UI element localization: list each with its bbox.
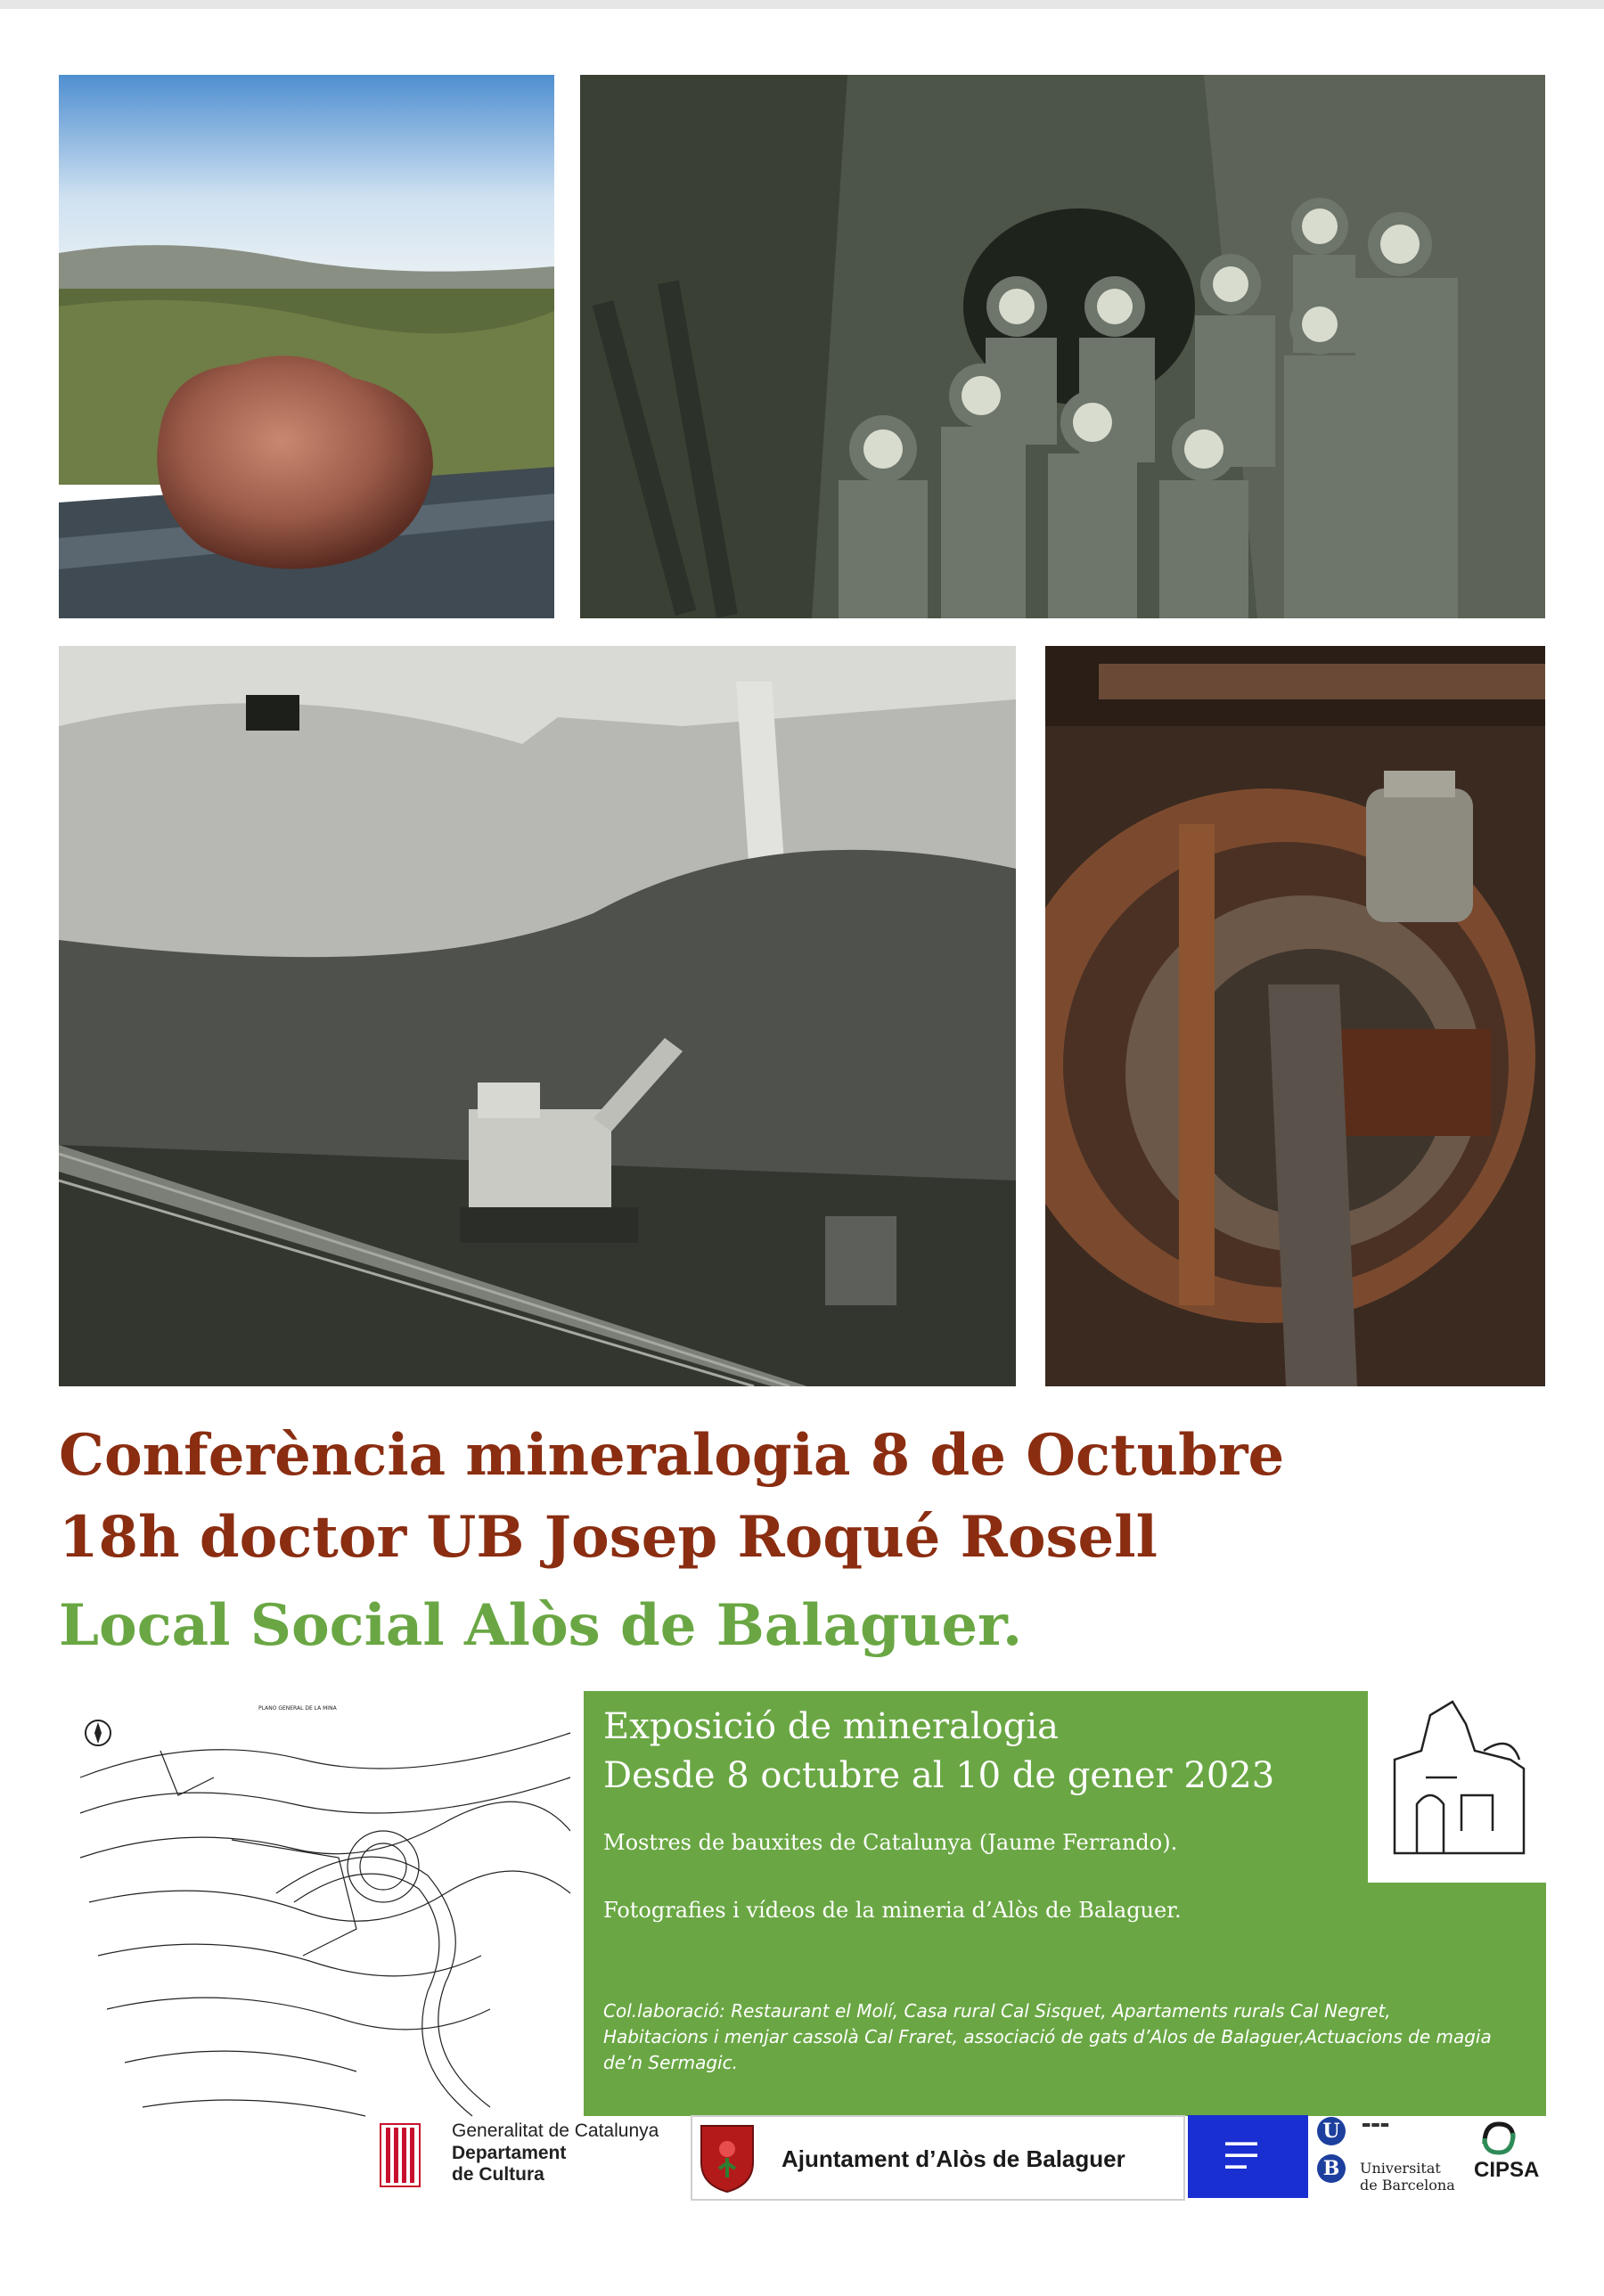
generalitat-emblem-icon	[379, 2119, 421, 2190]
excavator-photo	[59, 646, 1016, 1386]
cipsa-name: CIPSA	[1474, 2158, 1540, 2182]
exhibition-title-2: Desde 8 octubre al 10 de gener 2023	[603, 1755, 1275, 1796]
department-line: Departament	[452, 2143, 567, 2163]
ub-small-mark: ▬▬▬	[1362, 2119, 1390, 2130]
culture-line: de Cultura	[452, 2164, 544, 2185]
ajuntament-shield-icon	[698, 2122, 757, 2194]
generalitat-logo	[379, 2119, 691, 2194]
universitat-barcelona-logo	[1317, 2113, 1469, 2202]
headline-line-3: Local Social Alòs de Balaguer.	[59, 1592, 1023, 1659]
ub-name-line-2: de Barcelona	[1360, 2177, 1455, 2194]
cipsa-logo	[1470, 2115, 1559, 2204]
gear-photo	[1045, 646, 1545, 1386]
ajuntament-name: Ajuntament d’Alòs de Balaguer	[782, 2145, 1125, 2172]
generalitat-name: Generalitat de Catalunya	[452, 2120, 659, 2141]
partner-logo-blue	[1188, 2115, 1308, 2198]
ub-emblem-icon-2: B	[1317, 2154, 1346, 2183]
headline-line-2: 18h doctor UB Josep Roqué Rosell	[59, 1504, 1158, 1571]
cipsa-mark-icon	[1477, 2117, 1520, 2160]
top-border	[0, 0, 1604, 9]
miners-photo	[580, 75, 1545, 618]
ajuntament-logo	[691, 2115, 1185, 2201]
headline-line-1: Conferència mineralogia 8 de Octubre	[59, 1422, 1285, 1489]
exhibition-panel	[584, 1691, 1368, 1883]
collaboration-text: Col.laboració: Restaurant el Molí, Casa rural Cal Sisquet, Apartaments rurals Cal Negret, Habitacions i menjar cassolà Cal Fraret, associació de gats d’Alos de Balaguer,Actuacions de magia de’n Sermagic.	[603, 2000, 1492, 2073]
exhibition-item-2: Fotografies i vídeos de la mineria d’Alòs de Balaguer.	[603, 1898, 1182, 1923]
mine-map	[71, 1697, 584, 2134]
ub-emblem-icon: U	[1317, 2117, 1346, 2145]
ub-name-line-1: Universitat	[1360, 2160, 1441, 2177]
svg-text:PLANO GENERAL DE LA MINA: PLANO GENERAL DE LA MINA	[258, 1705, 337, 1712]
exhibition-title-1: Exposició de mineralogia	[603, 1706, 1059, 1747]
association-logo	[1377, 1697, 1542, 1875]
partner-logo-mark: ▬▬▬ ▬▬▬ ▬▬	[1225, 2136, 1257, 2171]
rock-photo	[59, 75, 554, 618]
exhibition-item-1: Mostres de bauxites de Catalunya (Jaume Ferrando).	[603, 1830, 1178, 1855]
